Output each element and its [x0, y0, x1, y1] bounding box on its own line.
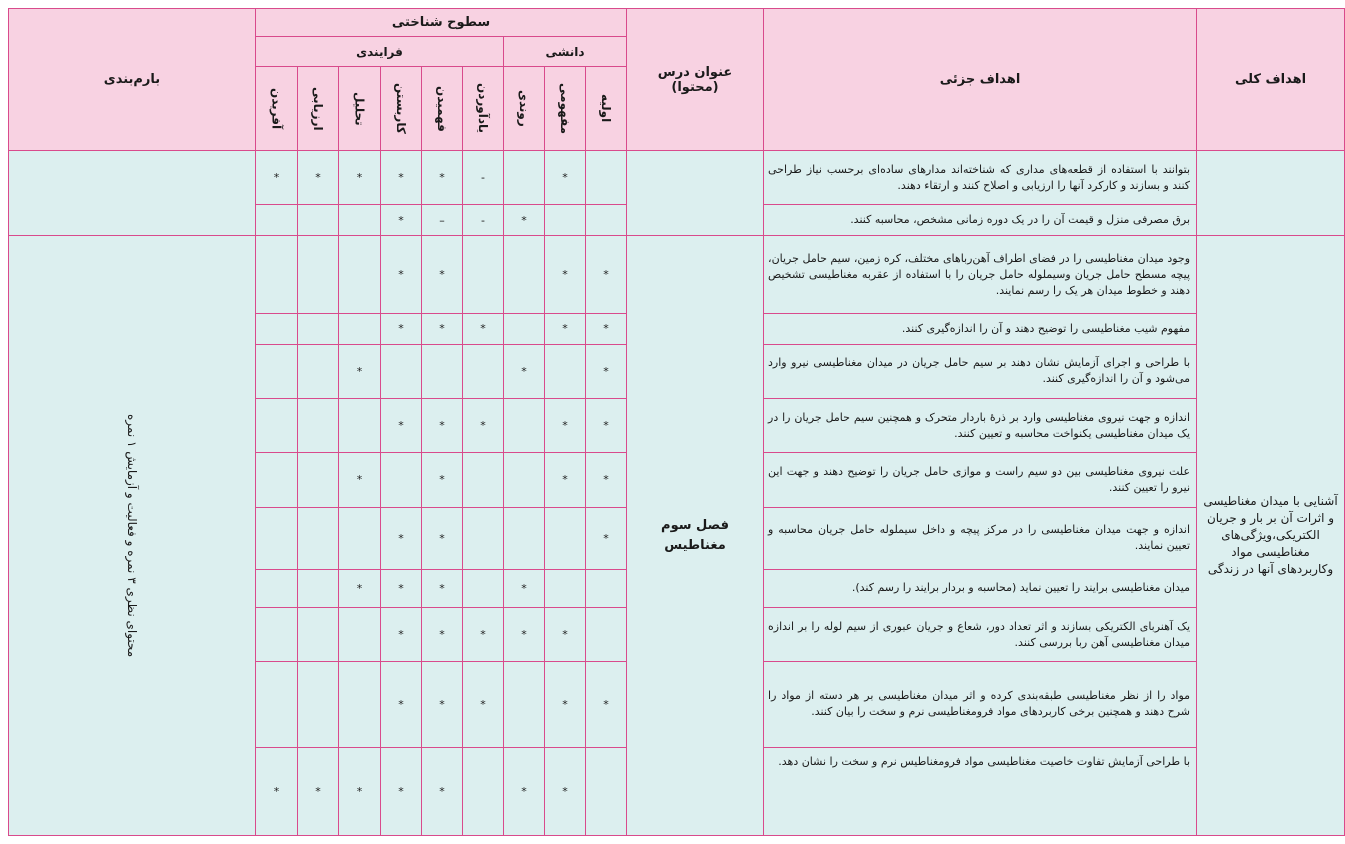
mark-cell: * [381, 607, 422, 661]
level-header: مفهومی [545, 67, 586, 151]
objective-cell: وجود میدان مغناطیسی را در فضای اطراف آهن‌رباهای مختلف، کره زمین، سیم حامل جریان، پیچه مسطح حامل جریان وسیملوله حامل جریان را با استفاده از عقربه مغناطیسی تشخیص دهند و خطوط میدان هر یک را رسم نمایند. [764, 236, 1197, 313]
mark-cell: * [422, 569, 463, 607]
objective-cell: اندازه و جهت میدان مغناطیسی را در مرکز پیچه و داخل سیملوله حامل جریان محاسبه و تعیین نمایند. [764, 507, 1197, 569]
mark-cell: * [422, 236, 463, 313]
level-header: ارزیابی [298, 67, 339, 151]
mark-cell [463, 236, 504, 313]
mark-cell [298, 569, 339, 607]
section1-scoring [9, 151, 256, 236]
mark-cell: – [422, 205, 463, 236]
mark-cell [256, 399, 298, 453]
mark-cell: * [256, 747, 298, 835]
cognitive-levels-header: سطوح شناختی [256, 9, 627, 37]
lesson-title-header-line2: (محتوا) [671, 79, 719, 95]
mark-cell [339, 399, 381, 453]
mark-cell: * [422, 151, 463, 205]
mark-cell: * [422, 607, 463, 661]
mark-cell [586, 747, 627, 835]
scoring-header: بارم‌بندی [9, 9, 256, 151]
mark-cell: * [381, 507, 422, 569]
mark-cell: * [381, 205, 422, 236]
level-header: اولیه [586, 67, 627, 151]
mark-cell: * [586, 344, 627, 398]
mark-cell [504, 151, 545, 205]
mark-cell [298, 313, 339, 344]
mark-cell: * [339, 344, 381, 398]
level-header: فهمیدن [422, 67, 463, 151]
level-header: یادآوردن [463, 67, 504, 151]
mark-cell: * [422, 507, 463, 569]
mark-cell: * [298, 151, 339, 205]
mark-cell [298, 507, 339, 569]
mark-cell [381, 453, 422, 507]
mark-cell: * [256, 151, 298, 205]
section1-lesson [627, 151, 764, 236]
mark-cell: * [422, 662, 463, 747]
mark-cell: * [545, 399, 586, 453]
objective-cell: مواد را از نظر مغناطیسی طبقه‌بندی کرده و اثر میدان مغناطیسی بر هر دسته از مواد را شرح دهند و همچنین برخی کاربردهای مواد فرومغناطیسی نرم و سخت را بیان کنند. [764, 662, 1197, 747]
mark-cell [256, 507, 298, 569]
mark-cell [381, 344, 422, 398]
mark-cell: * [463, 313, 504, 344]
knowledge-header: دانشی [504, 37, 627, 67]
mark-cell [339, 313, 381, 344]
mark-cell: * [381, 747, 422, 835]
mark-cell [545, 344, 586, 398]
objective-cell: با طراحی و اجرای آزمایش نشان دهند بر سیم حامل جریان در میدان مغناطیسی نیرو وارد می‌شود و آن را اندازه‌گیری کنند. [764, 344, 1197, 398]
mark-cell [463, 747, 504, 835]
mark-cell [256, 607, 298, 661]
mark-cell [463, 453, 504, 507]
mark-cell [339, 205, 381, 236]
section2-general-goal: آشنایی با میدان مغناطیسی و اثرات آن بر بار و جریان الکتریکی،ویژگی‌های مغناطیسی مواد وکاربردهای آنها در زندگی [1197, 236, 1345, 836]
mark-cell: * [339, 569, 381, 607]
mark-cell: * [545, 313, 586, 344]
mark-cell [339, 507, 381, 569]
mark-cell: * [586, 507, 627, 569]
mark-cell: * [545, 747, 586, 835]
mark-cell [504, 313, 545, 344]
objective-cell: مفهوم شیب مغناطیسی را توضیح دهند و آن را اندازه‌گیری کنند. [764, 313, 1197, 344]
mark-cell [256, 662, 298, 747]
mark-cell: * [504, 205, 545, 236]
mark-cell [339, 607, 381, 661]
mark-cell: * [339, 453, 381, 507]
mark-cell [339, 662, 381, 747]
mark-cell: * [463, 399, 504, 453]
mark-cell [256, 236, 298, 313]
mark-cell [339, 236, 381, 313]
mark-cell: * [504, 569, 545, 607]
mark-cell [298, 344, 339, 398]
mark-cell [256, 313, 298, 344]
objective-cell: برق مصرفی منزل و قیمت آن را در یک دوره زمانی مشخص، محاسبه کنند. [764, 205, 1197, 236]
mark-cell [298, 453, 339, 507]
objective-cell: با طراحی آزمایش تفاوت خاصیت مغناطیسی مواد فرومغناطیس نرم و سخت را نشان دهد. [764, 747, 1197, 835]
mark-cell: * [298, 747, 339, 835]
mark-cell [298, 399, 339, 453]
partial-goals-header: اهداف جزئی [764, 9, 1197, 151]
process-header: فرایندی [256, 37, 504, 67]
objectives-table [8, 8, 1345, 836]
mark-cell [545, 507, 586, 569]
objective-cell: یک آهنربای الکتریکی بسازند و اثر تعداد دور، شعاع و جریان عبوری از سیم لوله را بر اندازه میدان مغناطیسی آهن ربا بررسی کنند. [764, 607, 1197, 661]
objective-cell: اندازه و جهت نیروی مغناطیسی وارد بر ذرهٔ باردار متحرک و همچنین سیم حامل جریان را در یک میدان مغناطیسی یکنواخت محاسبه و تعیین کنند. [764, 399, 1197, 453]
mark-cell [298, 607, 339, 661]
mark-cell: * [381, 662, 422, 747]
mark-cell [298, 662, 339, 747]
mark-cell: * [381, 236, 422, 313]
mark-cell [545, 569, 586, 607]
mark-cell: * [545, 607, 586, 661]
mark-cell [298, 236, 339, 313]
mark-cell [463, 507, 504, 569]
mark-cell: * [504, 607, 545, 661]
mark-cell: * [586, 236, 627, 313]
mark-cell: * [545, 151, 586, 205]
mark-cell [504, 662, 545, 747]
mark-cell [256, 205, 298, 236]
scoring-text: محتوای نظری ۳ نمره و فعالیت و آزمایش ۱ نمره [125, 414, 139, 658]
general-goals-header: اهداف کلی [1197, 9, 1345, 151]
mark-cell: * [422, 453, 463, 507]
mark-cell [463, 569, 504, 607]
mark-cell [545, 205, 586, 236]
mark-cell: * [545, 236, 586, 313]
lesson-chapter: فصل سوم [661, 517, 729, 533]
mark-cell: * [381, 313, 422, 344]
section1-general-goal [1197, 151, 1345, 236]
mark-cell [586, 607, 627, 661]
mark-cell: * [586, 662, 627, 747]
mark-cell [504, 507, 545, 569]
mark-cell: * [339, 747, 381, 835]
mark-cell: - [463, 205, 504, 236]
objective-cell: میدان مغناطیسی برایند را تعیین نماید (محاسبه و بردار برایند را رسم کند). [764, 569, 1197, 607]
mark-cell [256, 453, 298, 507]
objective-cell: علت نیروی مغناطیسی بین دو سیم راست و موازی حامل جریان را توضیح دهند و جهت این نیرو را تعیین کنند. [764, 453, 1197, 507]
mark-cell: * [504, 344, 545, 398]
mark-cell: * [381, 569, 422, 607]
mark-cell: * [381, 151, 422, 205]
section2-lesson-title [627, 236, 764, 836]
mark-cell [256, 344, 298, 398]
mark-cell: * [586, 399, 627, 453]
lesson-title-header-line1: عنوان درس [657, 64, 733, 80]
mark-cell [422, 344, 463, 398]
mark-cell: * [586, 453, 627, 507]
level-header: تحلیل [339, 67, 381, 151]
mark-cell: * [381, 399, 422, 453]
level-header: روندی [504, 67, 545, 151]
mark-cell [586, 151, 627, 205]
mark-cell: * [463, 662, 504, 747]
mark-cell: * [422, 313, 463, 344]
mark-cell: * [504, 747, 545, 835]
mark-cell: * [422, 747, 463, 835]
level-header: کاربستن [381, 67, 422, 151]
mark-cell [504, 399, 545, 453]
lesson-topic: مغناطیس [664, 537, 726, 553]
mark-cell: * [463, 607, 504, 661]
level-header: آفریدن [256, 67, 298, 151]
mark-cell [504, 453, 545, 507]
section2-scoring [9, 236, 256, 836]
mark-cell [586, 205, 627, 236]
lesson-title-header [627, 9, 764, 151]
mark-cell [586, 569, 627, 607]
mark-cell [256, 569, 298, 607]
mark-cell: * [586, 313, 627, 344]
mark-cell: * [545, 662, 586, 747]
mark-cell: * [422, 399, 463, 453]
mark-cell [504, 236, 545, 313]
mark-cell [463, 344, 504, 398]
mark-cell: - [463, 151, 504, 205]
objective-cell: بتوانند با استفاده از قطعه‌های مداری که شناخته‌اند مدارهای ساده‌ای برحسب نیاز طراحی کنند و بسازند و کارکرد آنها را ارزیابی و اصلاح کنند و ارتقاء دهند. [764, 151, 1197, 205]
mark-cell: * [545, 453, 586, 507]
mark-cell [298, 205, 339, 236]
mark-cell: * [339, 151, 381, 205]
